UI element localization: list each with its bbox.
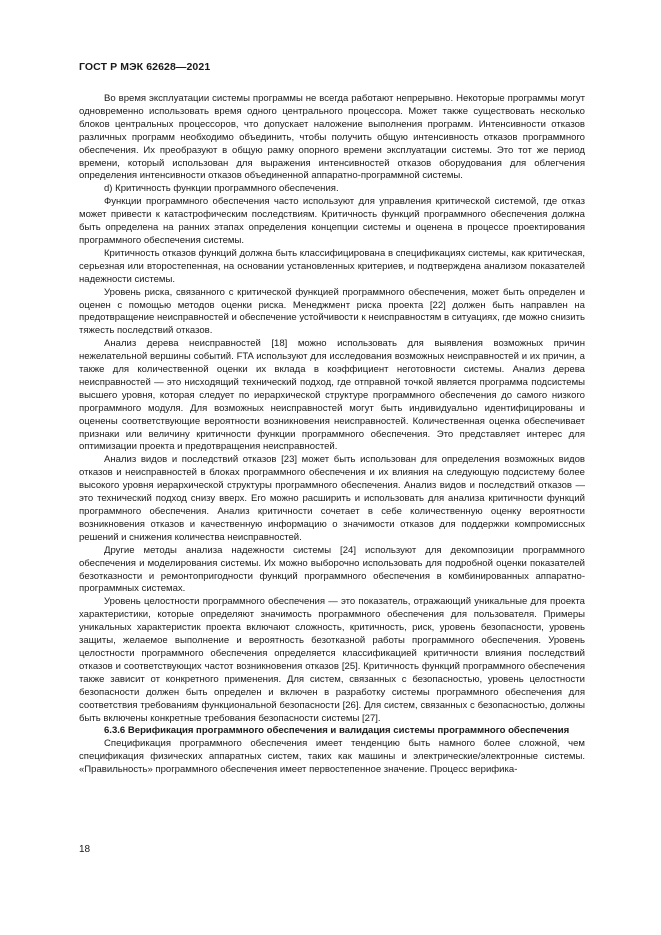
body-text xyxy=(79,93,585,777)
paragraph: Спецификация программного обеспечения имеет тенденцию быть намного более сложной, чем спецификация физических аппаратных систем, таких как машины и электрические/электронные системы. «Правильность» программного обеспечения имеет первостепенное значение. Процесс верифика- xyxy=(79,738,585,776)
paragraph: Уровень целостности программного обеспечения — это показатель, отражающий уникальные для проекта характеристики, которые определяют значимость программного обеспечения для пользователя. Примеры уникальных характеристик проекта включают сложность, критичность, риск, уровень безопасности, уровень защиты, желаемое выполнение и вероятность безотказной работы программного обеспечения. Уровень целостности программного обеспечения определяется классификацией критичности влияния последствий отказов и соответствующих частот возникновения отказов [25]. Критичность функций программного обеспечения также зависит от конкретного применения. Для систем, связанных с безопасностью, уровень целостности безопасности должен быть определен и включен в разработку системы программного обеспечения для соответствия требованиям функциональной безопасности [26]. Для систем, связанных с безопасностью, должны быть включены конкретные требования безопасности системы [27]. xyxy=(79,596,585,724)
paragraph: Критичность отказов функций должна быть классифицирована в спецификациях системы, как критическая, серьезная или второстепенная, на основании установленных критериев, и подтверждена анализом показателей надежности системы. xyxy=(79,247,585,285)
page-number: 18 xyxy=(79,844,91,855)
paragraph: Функции программного обеспечения часто используют для управления критической системой, где отказ может привести к катастрофическим последствиям. Критичность функций программного обеспечения должна быть определена на ранних этапах определения концепции системы и оценена в процессе проектирования программного обеспечения системы. xyxy=(79,196,585,246)
paragraph: d) Критичность функции программного обеспечения. xyxy=(104,183,339,195)
paragraph: Анализ дерева неисправностей [18] можно использовать для выявления возможных причин нежелательной вершины событий. FTA используют для исследования возможных неисправностей и их причин, а также для количественной оценки их вклада в коэффициент неготовности системы. Анализ дерева неисправностей — это нисходящий технический подход, где отправной точкой является программа подсистемы высшего уровня, которая следует по иерархической структуре программного обеспечения до самого низкого программного модуля. Для возможных неисправностей могут быть индивидуально идентифицированы и оценены соответствующие вероятности возникновения неисправностей. Количественная оценка обеспечивает признаки или величину критичности функции программного обеспечения. Это представляет интерес для оптимизации проекта и предотвращения неисправностей. xyxy=(79,338,585,453)
paragraph: Другие методы анализа надежности системы [24] используют для декомпозиции программного обеспечения и моделирования системы. Их можно выборочно использовать для подробной оценки показателей безотказности и ремонтопригодности функций программного обеспечения в комбинированных аппаратно-программных системах. xyxy=(79,544,585,595)
standard-header: ГОСТ Р МЭК 62628—2021 xyxy=(79,61,211,73)
paragraph: Анализ видов и последствий отказов [23] может быть использован для определения возможных видов отказов и неисправностей в блоках программного обеспечения и их влияния на следующую подсистему более высокого уровня иерархической структуры программного обеспечения. Анализ видов и последствий отказов — это технический подход снизу вверх. Его можно расширить и использовать для анализа критичности функций программного обеспечения. Анализ критичности сочетает в себе количественную оценку вероятности возникновения отказов и качественную информацию о значимости отказов для поддержки компромиссных решений и снижения количества неисправностей. xyxy=(79,454,585,543)
paragraph: Во время эксплуатации системы программы не всегда работают непрерывно. Некоторые программы могут одновременно использовать время одного центрального процессора. Может также существовать несколько блоков центральных процессоров, что допускает наложение выполнения программ. Интенсивности отказов различных программ необходимо объединить, чтобы получить общую интенсивность отказов программного обеспечения. Их преобразуют в общую рамку опорного времени эксплуатации системы. Это тот же период времени, который использован для выражения интенсивностей отказов оборудования для облегчения определения интенсивности отказов объединенной аппаратно-программной системы. xyxy=(79,93,585,182)
section-heading: 6.3.6 Верификация программного обеспечения и валидация системы программного обеспечения xyxy=(104,725,570,737)
paragraph: Уровень риска, связанного с критической функцией программного обеспечения, может быть определен и оценен с помощью методов оценки риска. Менеджмент риска проекта [22] должен быть направлен на предотвращение неисправностей и обеспечение устойчивости к неисправностям в ситуациях, где можно снизить тяжесть последствий отказов. xyxy=(79,286,585,337)
